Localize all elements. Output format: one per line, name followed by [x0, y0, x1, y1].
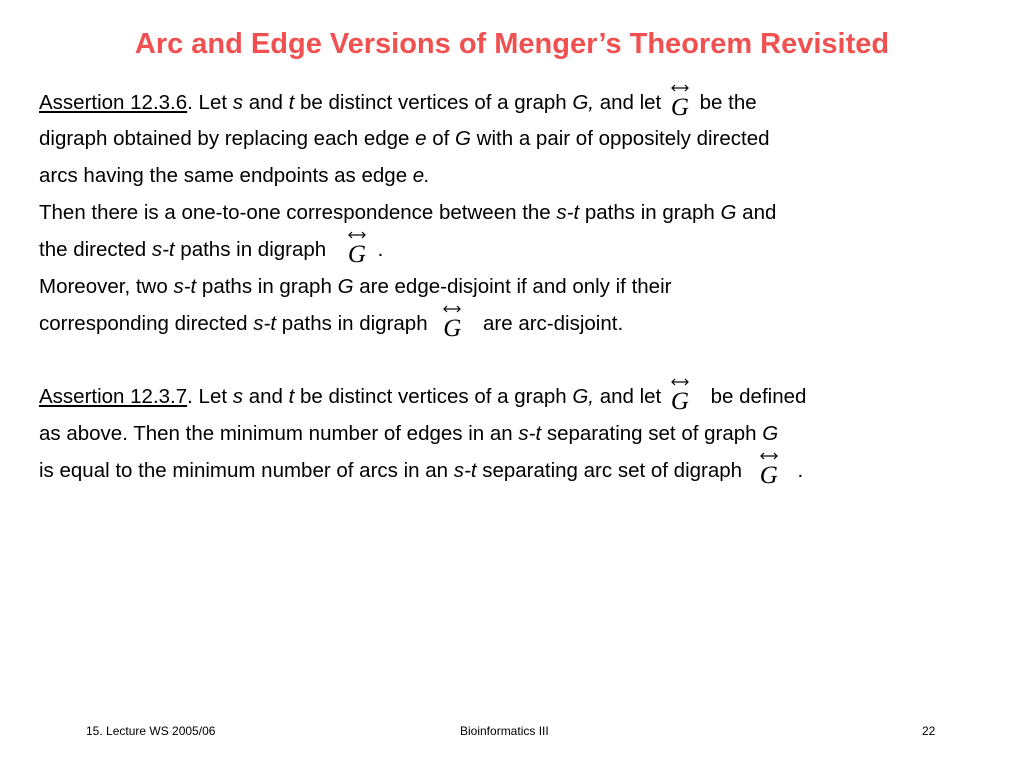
footer-page-number: 22	[922, 724, 936, 738]
digraph-letter: G	[759, 462, 778, 489]
math-s-t: s-t	[253, 312, 277, 335]
math-s-t: s-t	[556, 201, 580, 224]
assertion-1-line-4	[39, 198, 776, 228]
digraph-symbol	[758, 463, 780, 488]
text-run: paths in graph	[579, 201, 721, 224]
text-run: be the	[693, 91, 757, 114]
math-e: e.	[412, 164, 430, 187]
text-run: and let	[594, 91, 667, 114]
math-e: e	[415, 127, 427, 150]
double-arrow-icon	[758, 451, 780, 461]
text-run: as above. Then the minimum number of edges in an	[39, 422, 519, 445]
text-run: corresponding directed	[39, 312, 254, 335]
text-run: of	[426, 127, 456, 150]
assertion-2-line-2	[39, 419, 778, 449]
math-s-t: s-t	[173, 275, 197, 298]
double-arrow-icon	[669, 377, 691, 387]
digraph-symbol	[669, 95, 691, 120]
math-G: G,	[572, 91, 594, 114]
text-run: with a pair of oppositely directed	[470, 127, 770, 150]
math-s-t: s-t	[518, 422, 542, 445]
digraph-letter: G	[670, 388, 689, 415]
assertion-1-line-6	[39, 272, 671, 302]
double-arrow-icon	[346, 230, 368, 240]
assertion-2-line-3	[39, 456, 803, 488]
text-run: paths in graph	[196, 275, 338, 298]
digraph-letter: G	[347, 241, 366, 268]
math-s: s	[232, 91, 243, 114]
text-run: the directed	[39, 238, 152, 261]
text-run: separating set of graph	[541, 422, 763, 445]
assertion-2-label: Assertion 12.3.7	[39, 385, 188, 408]
text-run: Moreover, two	[39, 275, 174, 298]
digraph-symbol	[441, 316, 463, 341]
text-run: are edge-disjoint if and only if their	[353, 275, 672, 298]
text-run: .	[791, 459, 804, 482]
math-G: G	[720, 201, 737, 224]
math-G: G	[762, 422, 779, 445]
text-run: be distinct vertices of a graph	[294, 91, 573, 114]
text-run: and	[736, 201, 777, 224]
text-run: and	[243, 91, 289, 114]
text-run: . Let	[187, 91, 233, 114]
digraph-letter: G	[443, 315, 462, 342]
text-run: and let	[594, 385, 667, 408]
text-run: separating arc set of digraph	[476, 459, 748, 482]
math-G: G	[337, 275, 354, 298]
slide-title: Arc and Edge Versions of Menger’s Theorem Revisited	[134, 28, 890, 60]
footer-course: Bioinformatics III	[460, 724, 549, 738]
text-run: be distinct vertices of a graph	[294, 385, 573, 408]
text-run: paths in digraph	[276, 312, 434, 335]
assertion-1-line-5	[39, 235, 383, 267]
double-arrow-icon	[669, 83, 691, 93]
footer-lecture: 15. Lecture WS 2005/06	[86, 724, 216, 738]
double-arrow-icon	[441, 304, 463, 314]
math-t: t	[288, 385, 295, 408]
math-s-t: s-t	[151, 238, 175, 261]
text-run: paths in digraph	[174, 238, 332, 261]
digraph-symbol	[669, 389, 691, 414]
text-run: digraph obtained by replacing each edge	[39, 127, 416, 150]
assertion-1-line-7	[39, 309, 623, 341]
text-run: .	[371, 238, 384, 261]
digraph-symbol	[346, 242, 368, 267]
math-G: G,	[572, 385, 594, 408]
text-run: Then there is a one-to-one correspondence between the	[39, 201, 557, 224]
assertion-1-line-1	[39, 88, 757, 120]
assertion-1-line-2	[39, 124, 770, 154]
math-G: G	[455, 127, 471, 150]
text-run: arcs having the same endpoints as edge	[39, 164, 413, 187]
text-run: are arc-disjoint.	[477, 312, 624, 335]
text-run: is equal to the minimum number of arcs in an	[39, 459, 454, 482]
math-t: t	[288, 91, 295, 114]
assertion-1-line-3	[39, 161, 430, 191]
digraph-letter: G	[670, 94, 689, 121]
assertion-2-line-1	[39, 382, 806, 414]
text-run: be defined	[704, 385, 807, 408]
math-s: s	[232, 385, 243, 408]
math-s-t: s-t	[453, 459, 477, 482]
text-run: . Let	[187, 385, 233, 408]
assertion-1-label: Assertion 12.3.6	[39, 91, 188, 114]
text-run: and	[243, 385, 289, 408]
